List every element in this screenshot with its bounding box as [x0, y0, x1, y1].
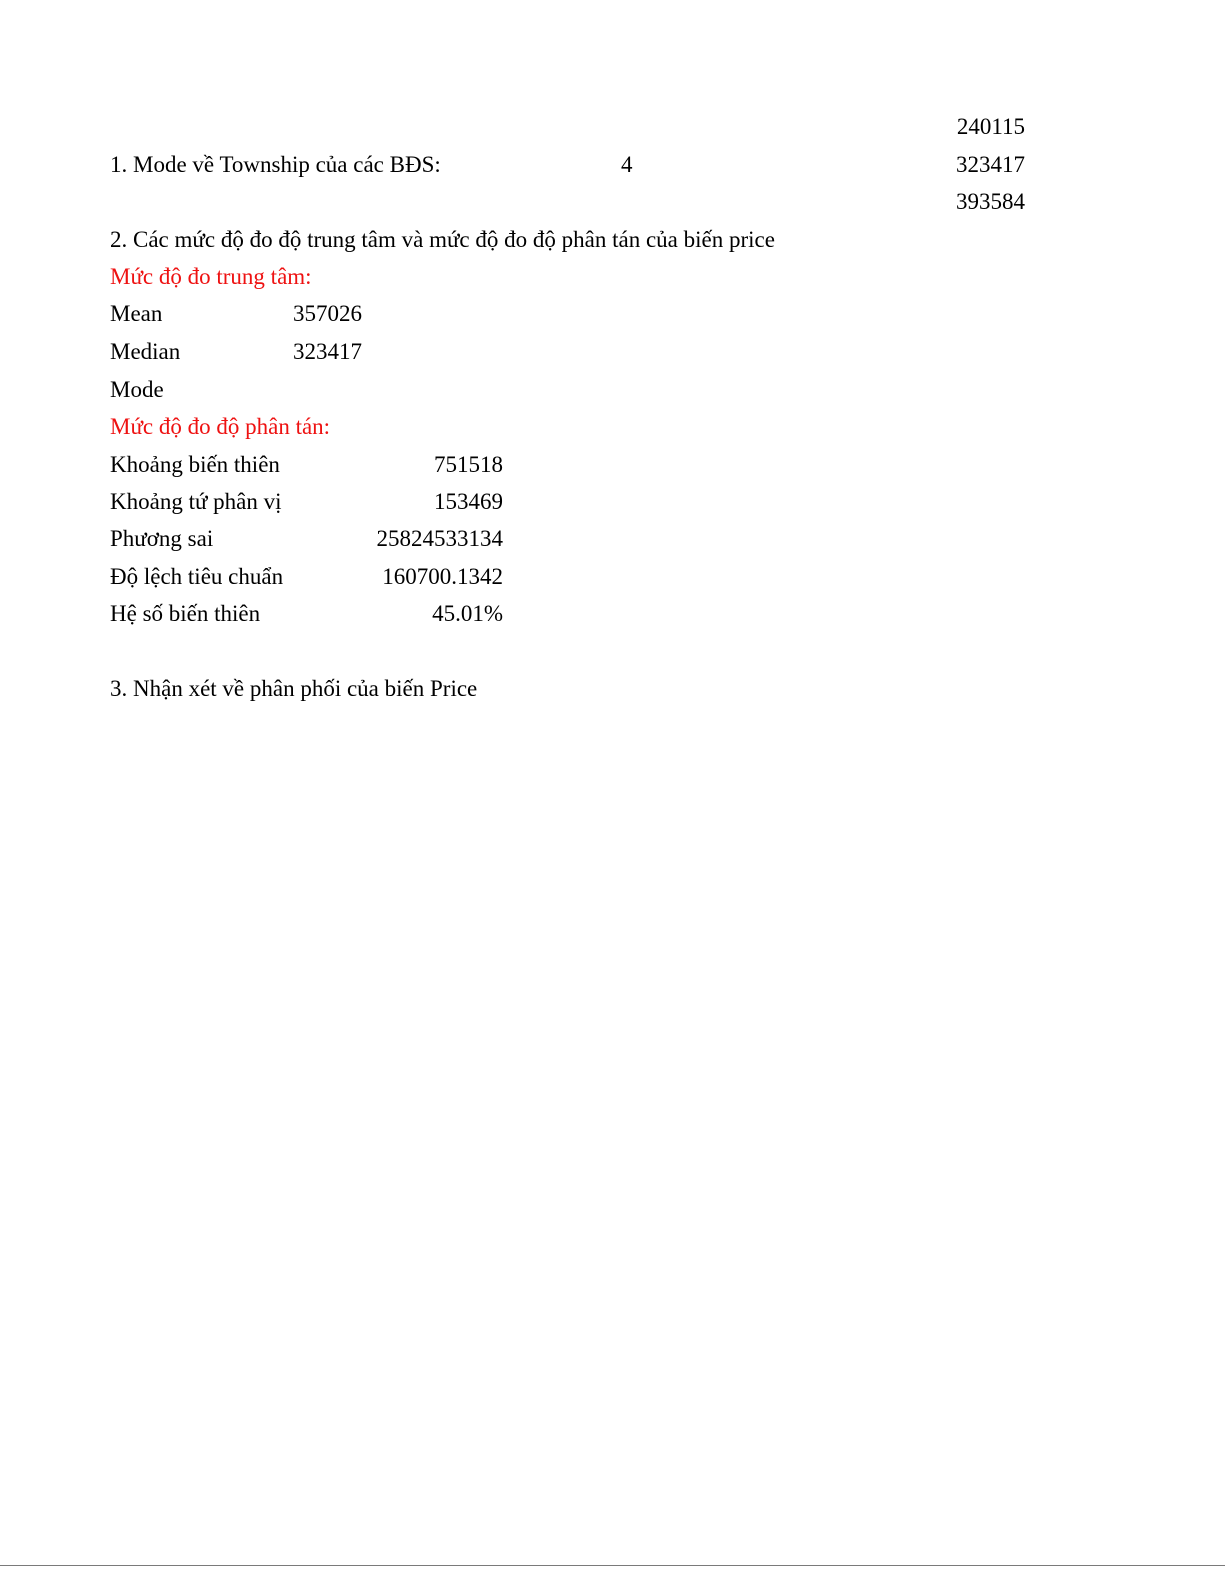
stat-value: 25824533134: [376, 526, 503, 551]
stat-value: 323417: [293, 339, 362, 364]
side-value: 393584: [956, 189, 1025, 214]
stat-label: Khoảng biến thiên: [110, 452, 280, 477]
section-3-title: 3. Nhận xét về phân phối của biến Price: [110, 676, 478, 701]
central-tendency-heading: Mức độ đo trung tâm:: [110, 264, 312, 289]
section-2-title: 2. Các mức độ đo độ trung tâm và mức độ đo độ phân tán của biến price: [110, 227, 775, 252]
stat-value: 160700.1342: [382, 564, 503, 589]
stat-label: Median: [110, 339, 181, 364]
stat-label: Phương sai: [110, 526, 214, 551]
stat-value: 357026: [293, 301, 362, 326]
side-value: 240115: [956, 114, 1025, 139]
stat-label: Khoảng tứ phân vị: [110, 489, 282, 514]
bottom-divider: [0, 1565, 1225, 1566]
side-value: 323417: [956, 152, 1025, 177]
dispersion-heading: Mức độ đo độ phân tán:: [110, 414, 331, 439]
township-mode-value: 4: [621, 152, 633, 177]
stat-value: 45.01%: [432, 601, 503, 626]
stat-label: Mode: [110, 377, 164, 402]
stat-label: Mean: [110, 301, 163, 326]
stat-label: Độ lệch tiêu chuẩn: [110, 564, 284, 589]
stat-label: Hệ số biến thiên: [110, 601, 261, 626]
stat-value: 153469: [434, 489, 503, 514]
section-1-title: 1. Mode về Township của các BĐS:: [110, 152, 441, 177]
stat-value: 751518: [434, 452, 503, 477]
